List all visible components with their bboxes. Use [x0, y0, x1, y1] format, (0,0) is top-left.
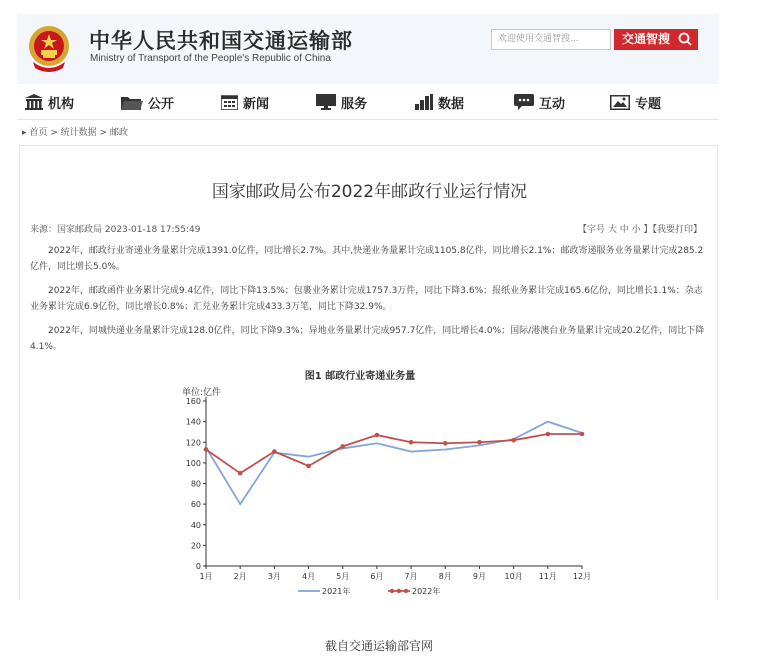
article-source: 来源：国家邮政局 2023-01-18 17:55:49	[30, 225, 201, 235]
folder-icon	[121, 95, 143, 110]
nav-item-topics[interactable]	[610, 93, 661, 111]
series-line-1	[206, 422, 582, 505]
legend-marker	[397, 589, 401, 593]
data-point	[546, 432, 551, 437]
data-point	[477, 440, 482, 445]
data-point	[375, 433, 380, 438]
search-button-label: 交通智搜	[622, 32, 671, 46]
font-size-controls[interactable]: 【字号 大 中 小 】【我要打印】	[578, 225, 702, 235]
nav-label: 专题	[635, 96, 662, 112]
y-tick-label: 0	[195, 562, 201, 571]
chart-title: 图1 邮政行业寄递业务量	[304, 371, 416, 382]
x-tick-label: 3月	[267, 572, 281, 581]
site-title[interactable]: 中华人民共和国交通运输部	[89, 29, 353, 53]
nav-item-interact[interactable]	[514, 93, 565, 111]
nav-item-public[interactable]	[121, 93, 174, 111]
line-chart	[170, 366, 610, 601]
article-paragraph: 2022年，邮政行业寄递业务量累计完成1391.0亿件，同比增长2.7%。其中,快递业务量累计完成1105.8亿件，同比增长2.1%；邮政寄递服务业务量累计完成285.2亿件，同比增长5.0%。	[30, 246, 704, 272]
x-tick-label: 5月	[336, 572, 350, 581]
bar-chart-icon	[415, 94, 433, 110]
nav-label: 新闻	[243, 96, 270, 112]
data-point	[443, 441, 448, 446]
y-tick-label: 20	[190, 541, 201, 551]
x-tick-label: 8月	[438, 572, 452, 581]
nav-label: 服务	[341, 96, 368, 112]
x-tick-label: 10月	[504, 572, 523, 581]
nav-item-news[interactable]	[221, 93, 269, 111]
legend-label: 2022年	[412, 587, 441, 596]
nav-item-service[interactable]	[316, 93, 367, 111]
x-tick-label: 6月	[370, 572, 384, 581]
article-title: 国家邮政局公布2022年邮政行业运行情况	[211, 182, 528, 202]
breadcrumb-arrow-icon: ▸	[22, 128, 30, 138]
data-point	[272, 449, 277, 454]
image-caption: 截自交通运输部官网	[324, 639, 433, 653]
search-icon	[678, 32, 692, 46]
x-tick-label: 1月	[199, 572, 213, 581]
chat-icon	[514, 94, 534, 111]
article-panel	[19, 145, 718, 600]
x-tick-label: 11月	[538, 572, 557, 581]
x-tick-label: 4月	[301, 572, 316, 581]
series-line-2	[206, 434, 582, 473]
data-point	[238, 471, 243, 476]
y-tick-label: 60	[190, 500, 201, 510]
national-emblem-icon[interactable]	[27, 22, 71, 74]
y-tick-label: 40	[190, 520, 201, 530]
data-point	[306, 464, 311, 469]
nav-item-agency[interactable]	[25, 93, 74, 111]
x-tick-label: 12月	[572, 572, 592, 581]
legend-label: 2021年	[322, 587, 351, 596]
x-tick-label: 2月	[233, 572, 247, 581]
data-point	[409, 440, 414, 445]
breadcrumb-text[interactable]: 首页 > 统计数据 > 邮政	[29, 128, 128, 138]
data-point	[580, 432, 585, 437]
article-paragraph: 2022年，邮政函件业务累计完成9.4亿件，同比下降13.5%；包裹业务累计完成1757.3万件，同比下降3.6%；报纸业务累计完成165.6亿份，同比增长1.1%；杂志业务累计完成6.9亿份，同比增长0.8%；汇兑业务累计完成433.3万笔，同比下降32.9%。	[30, 286, 703, 312]
y-tick-label: 100	[185, 458, 201, 468]
legend-marker	[404, 589, 408, 593]
nav-item-data[interactable]	[415, 93, 464, 111]
monitor-icon	[316, 94, 336, 110]
legend-marker	[390, 589, 394, 593]
building-icon	[25, 94, 43, 110]
calendar-icon	[221, 94, 238, 110]
data-point	[204, 447, 209, 452]
nav-label: 机构	[48, 96, 75, 112]
nav-label: 数据	[438, 96, 465, 112]
search-input[interactable]: 欢迎使用交通智搜...	[491, 29, 611, 50]
y-tick-label: 80	[190, 479, 201, 489]
y-tick-label: 120	[185, 438, 201, 448]
breadcrumb[interactable]	[22, 125, 128, 138]
nav-label: 公开	[148, 96, 175, 112]
site-header	[17, 14, 719, 84]
search-button[interactable]	[614, 29, 698, 50]
nav-label: 互动	[539, 96, 566, 112]
main-nav	[17, 84, 719, 120]
chart-unit-label: 单位:亿件	[182, 388, 222, 398]
data-point	[340, 444, 345, 449]
image-icon	[610, 95, 630, 110]
y-tick-label: 140	[185, 417, 201, 427]
site-subtitle: Ministry of Transport of the People's Republic of China	[90, 53, 331, 64]
x-tick-label: 7月	[404, 572, 418, 581]
y-tick-label: 160	[185, 397, 201, 406]
x-tick-label: 9月	[472, 572, 487, 581]
data-point	[511, 438, 516, 443]
article-paragraph: 2022年，同城快递业务量累计完成128.0亿件，同比下降9.3%；异地业务量累计完成957.7亿件，同比增长4.0%；国际/港澳台业务量累计完成20.2亿件，同比下降4.1%。	[30, 326, 705, 352]
